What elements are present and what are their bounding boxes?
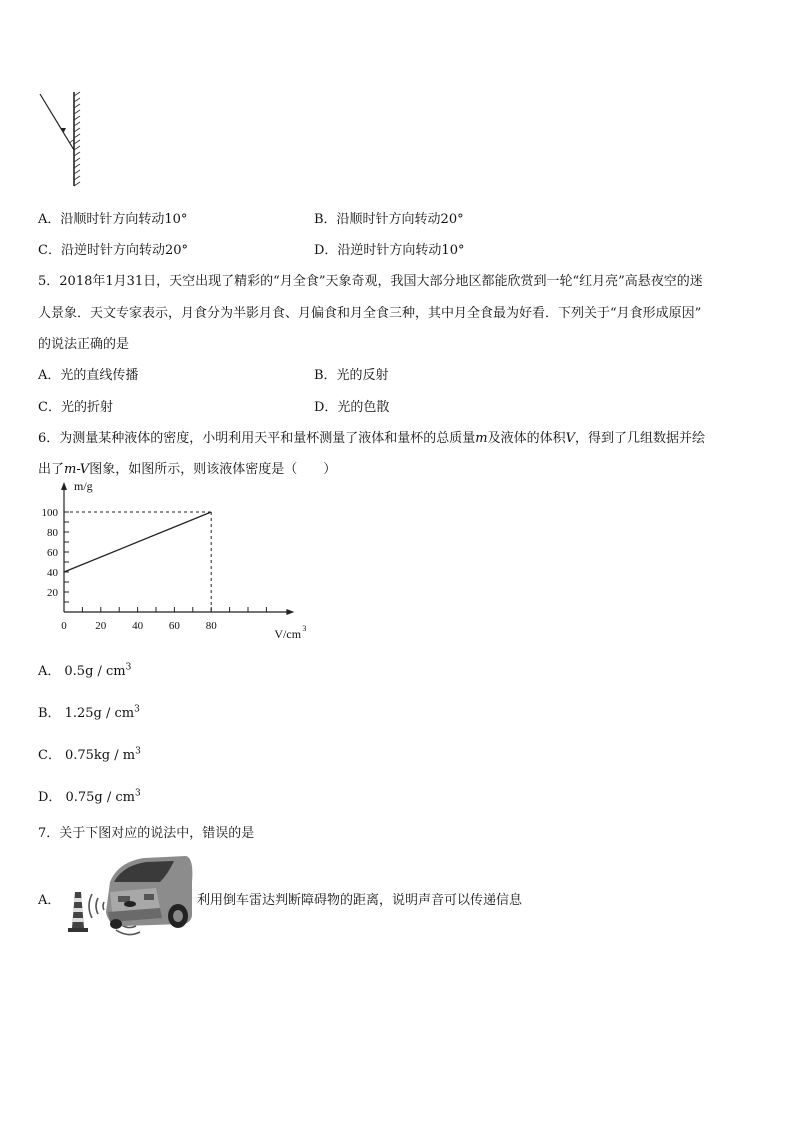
q6-var-m: m: [475, 431, 488, 446]
q4-option-b[interactable]: B．沿顺时针方向转动20°: [314, 212, 464, 227]
q7-option-a-label[interactable]: A．: [38, 893, 61, 908]
q7-stem: 7．关于下图对应的说法中，错误的是: [38, 826, 255, 841]
option-value: 0.75kg / m: [64, 748, 136, 763]
q6-option-a[interactable]: [38, 660, 131, 679]
q6-option-d[interactable]: [38, 786, 141, 805]
y-tick-label: 60: [47, 547, 58, 559]
x-tick-label: 0: [61, 620, 67, 632]
series-line: [64, 512, 211, 572]
x-axis-label: V/cm: [274, 627, 302, 641]
car-radar-illustration: [64, 852, 196, 942]
q4-option-c[interactable]: C．沿逆时针方向转动20°: [38, 243, 188, 258]
option-prefix: D．: [38, 790, 62, 805]
q5-stem-line-1: 5．2018年1月31日，天空出现了精彩的“月全食”天象奇观，我国大部分地区都能欣赏到一轮“红月亮”高悬夜空的迷: [38, 274, 703, 289]
option-exponent: 3: [125, 662, 132, 673]
x-axis-arrow: [286, 609, 294, 615]
q6-stem-line-1: [38, 427, 705, 446]
y-tick-label: 20: [47, 587, 58, 599]
y-axis-arrow: [61, 482, 67, 490]
q5-option-b[interactable]: B．光的反射: [314, 368, 389, 383]
q5-option-c[interactable]: C．光的折射: [38, 400, 113, 415]
y-tick-label: 40: [47, 567, 58, 579]
y-tick-label: 80: [47, 527, 58, 539]
q6-text: ，得到了几组数据并绘: [575, 431, 706, 446]
car-icon: [106, 856, 192, 929]
q6-text: 及液体的体积: [487, 431, 566, 446]
y-axis-label: m/g: [74, 479, 93, 493]
q7-option-a-text[interactable]: 利用倒车雷达判断障碍物的距离，说明声音可以传递信息: [197, 893, 523, 908]
q6-var-mv: m-V: [64, 462, 90, 477]
q6-stem-line-2: [38, 458, 336, 477]
option-exponent: 3: [135, 746, 141, 757]
q5-option-a[interactable]: A．光的直线传播: [38, 368, 139, 383]
q6-var-v: V: [565, 431, 576, 446]
traffic-cone-icon: [68, 892, 88, 932]
x-axis-label-exponent: 3: [302, 624, 307, 633]
option-value: 0.5g / cm: [64, 664, 126, 679]
q4-option-d[interactable]: D．沿逆时针方向转动10°: [314, 243, 465, 258]
x-tick-label: 20: [95, 620, 107, 632]
q6-text: 6．为测量某种液体的密度，小明利用天平和量杯测量了液体和量杯的总质量: [38, 431, 476, 446]
option-exponent: 3: [134, 704, 140, 715]
x-tick-label: 60: [168, 620, 180, 632]
q5-stem-line-2: 人景象．天文专家表示，月食分为半影月食、月偏食和月全食三种，其中月全食最为好看．下列关于“月食形成原因”: [38, 306, 702, 321]
q4-option-a[interactable]: A．沿顺时针方向转动10°: [38, 212, 188, 227]
q5-stem-line-3: 的说法正确的是: [38, 337, 130, 352]
x-tick-label: 80: [205, 620, 217, 632]
q6-text: 图象，如图所示，则该液体密度是（ ）: [89, 462, 337, 477]
x-tick-label: 40: [132, 620, 144, 632]
option-value: 0.75g / cm: [65, 790, 135, 805]
mv-chart: [30, 479, 307, 644]
mirror-figure: [30, 88, 90, 192]
q6-option-b[interactable]: [38, 702, 140, 721]
q6-text: 出了: [38, 462, 65, 477]
option-value: 1.25g / cm: [64, 706, 135, 721]
option-exponent: 3: [134, 788, 141, 799]
q6-option-c[interactable]: [38, 744, 141, 763]
q5-option-d[interactable]: D．光的色散: [314, 400, 390, 415]
option-prefix: B．: [38, 706, 61, 721]
option-prefix: C．: [38, 748, 61, 763]
option-prefix: A．: [38, 664, 61, 679]
y-tick-label: 100: [41, 507, 58, 519]
